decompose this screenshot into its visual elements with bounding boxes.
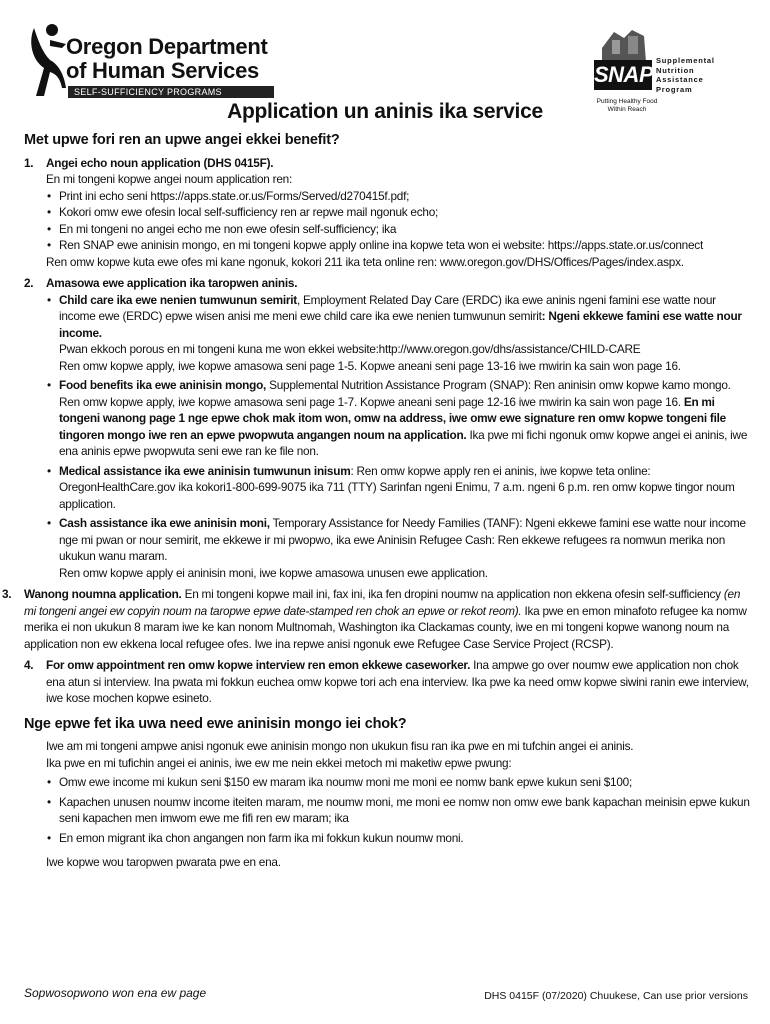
step-3 xyxy=(2,586,750,652)
snap-program-name: Supplemental Nutrition Assistance Program xyxy=(656,56,715,94)
step-number: 4. xyxy=(24,658,34,672)
step-number: 1. xyxy=(24,155,34,170)
org-program-bar: SELF-SUFFICIENCY PROGRAMS xyxy=(68,86,274,98)
section-2-bullets xyxy=(46,774,750,846)
list-item: • Kapachen unusen noumw income iteiten maram, me noumw moni, me moni ee nomw non omw ewe bank kapachan meinisin epwe kukun seni kapachen men imwom ewe me fifi ren ew maram; ika xyxy=(46,794,750,827)
step-4 xyxy=(24,657,750,707)
section-2-intro: Iwe am mi tongeni ampwe anisi ngonuk ewe aninisin mongo non ukukun fisu ran ika pwe en mi tufchin angei ei aninis. xyxy=(46,739,634,753)
org-name-line2: of Human Services xyxy=(66,58,259,83)
section-2-body xyxy=(24,738,750,871)
continue-note: Sopwosopwono won ena ew page xyxy=(24,986,207,1000)
step-outro: Ren omw kopwe kuta ewe ofes mi kane ngonuk, kokori 211 ika teta online ren: www.oregon.gov/DHS/Offices/Pages/index.aspx. xyxy=(46,254,684,269)
step-title: Angei echo noun application (DHS 0415F). xyxy=(46,155,274,170)
list-item-medical: • Medical assistance ika ewe aninisin tumwunun inisum: Ren omw kopwe apply ren ei aninis, iwe kopwe teta online: OregonHealthCare.gov ika kokori1-800-699-9075 ika 711 (TTY) Sarinfan ngeni Enimu, 7 a.m. ngeni 6 p.m. ren omw kopwe tingor noum application. xyxy=(46,463,750,513)
list-item: • Kokori omw ewe ofesin local self-sufficiency ren ar repwe mail ngonuk echo; xyxy=(46,204,750,221)
step-title: Amasowa ewe application ika taropwen aninis. xyxy=(46,276,298,290)
list-item: • En mi tongeni no angei echo me non ewe ofesin self-sufficiency; ika xyxy=(46,221,750,238)
odhs-logo xyxy=(26,22,276,100)
snap-wordmark: SNAP xyxy=(594,60,652,90)
step-1-bullets xyxy=(46,188,750,254)
person-figure-icon xyxy=(26,22,70,100)
step-number: 3. xyxy=(2,587,12,601)
section-heading-how-to-apply: Met upwe fori ren an upwe angei ekkei benefit? xyxy=(24,132,340,148)
list-item: • Print ini echo seni https://apps.state.or.us/Forms/Served/d270415f.pdf; xyxy=(46,188,750,205)
snap-tagline: Putting Healthy Food Within Reach xyxy=(596,98,658,113)
org-name-line1: Oregon Department xyxy=(66,34,268,59)
step-1 xyxy=(24,155,750,271)
step-text: For omw appointment ren omw kopwe interview ren emon ekkewe caseworker. Ina ampwe go over noumw ewe application non chok ena atun si interview. Ina pwata mi fokkun euchea omw kopwe tori ach ena interview. Ika pwe ka need omw kopwe siwini ranin ewe interview, iwe kose mochen kopwe esineto. xyxy=(46,658,749,705)
list-item: • Ren SNAP ewe aninisin mongo, en mi tongeni kopwe apply online ina kopwe teta won ei website: https://apps.state.or.us/connect xyxy=(46,237,750,254)
page-title: Application un aninis ika service xyxy=(227,100,543,123)
section-2-intro: Ika pwe en mi tufichin angei ei aninis, iwe ew me nein ekkei metoch mi maketiw epwe pwung: xyxy=(46,755,512,770)
list-item: • Omw ewe income mi kukun seni $150 ew maram ika noumw moni me moni ee nomw bank epwe kukun seni $100; xyxy=(46,774,750,791)
step-2 xyxy=(24,275,750,581)
list-item-food-benefits: • Food benefits ika ewe aninisin mongo, Supplemental Nutrition Assistance Program (SNAP): Ren aninisin omw kopwe kamo mongo. Ren omw kopwe apply, iwe kopwe amasowa seni page 1-7. Kopwe aneani seni page 12-16 iwe mwirin ka sain won page 16. En mi tongeni wanong page 1 nge epwe chok mak itom won, omw na address, iwe omw ewe signature ren omw kopwe tongeni file tingoren mongo iwe ren an epwe pwopwuta angangen noum na application. Ika pwe mi fichi ngonuk omw kopwe angei ei aninis, iwe ena aninis epwe pwopwuta seni ewe ran ke file non. xyxy=(46,377,750,460)
step-intro: En mi tongeni kopwe angei noum application ren: xyxy=(46,172,292,186)
step-text: Wanong noumna application. En mi tongeni kopwe mail ini, fax ini, ika fen dropini noumw na application non ekkena ofesin self-sufficiency (en mi tongeni angei ew copyin noum na taropwe epwe date-stamped ren chok an epwe or rekot reom). Ika pwe en emon minafoto refugee ka nomw merika ei non ukukun 8 maram iwe ke kan nonom Multnomah, Washington ika Clackamas county, iwe en mi tongeni kopwe wanong noum na application non ew ekkena local refugee ofes. Iwe ina repwe anisi ngonuk ewe Refugee Case Service Project (RCSP). xyxy=(24,587,747,651)
step-number: 2. xyxy=(24,276,34,290)
form-id: DHS 0415F (07/2020) Chuukese, Can use prior versions xyxy=(484,990,748,1002)
list-item: • En emon migrant ika chon angangen non farm ika mi fokkun kukun noumw moni. xyxy=(46,830,750,847)
list-item-child-care: • Child care ika ewe nenien tumwunun semirit, Employment Related Day Care (ERDC) ika ewe aninis ngeni famini ese watte nour income ewe (ERDC) epwe wisen anisi me meni ewe child care ika ewe nenien tumwunun semirit: Ngeni ekkewe famini ese watte nour income. Pwan ekkoch porous en mi tongeni kuna me won ekkei website:http://www.oregon.gov/dhs/assistance/CHILD-CARE Ren omw kopwe apply, iwe kopwe amasowa seni page 1-5. Kopwe aneani seni page 13-16 iwe mwirin ka sain won page 16. xyxy=(46,292,750,375)
step-2-bullets xyxy=(46,292,750,582)
list-item-cash: • Cash assistance ika ewe aninisin moni, Temporary Assistance for Needy Families (TANF): Ngeni ekkewe famini ese watte nour income nge mi pwan or nour semirit, me ekkewe ir mi pwopwo, ika ewe Aninisin Refugee Cash: Ren ekkewe refugees ra nomwun merika non ukukun wanu maram. Ren omw kopwe apply ei aninisin moni, iwe kopwe amasowa unusen ewe application. xyxy=(46,515,750,581)
section-heading-expedited: Nge epwe fet ika uwa need ewe aninisin mongo iei chok? xyxy=(24,715,407,732)
section-2-closing: Iwe kopwe wou taropwen pwarata pwe en ena. xyxy=(46,855,281,869)
document-body xyxy=(2,132,750,871)
